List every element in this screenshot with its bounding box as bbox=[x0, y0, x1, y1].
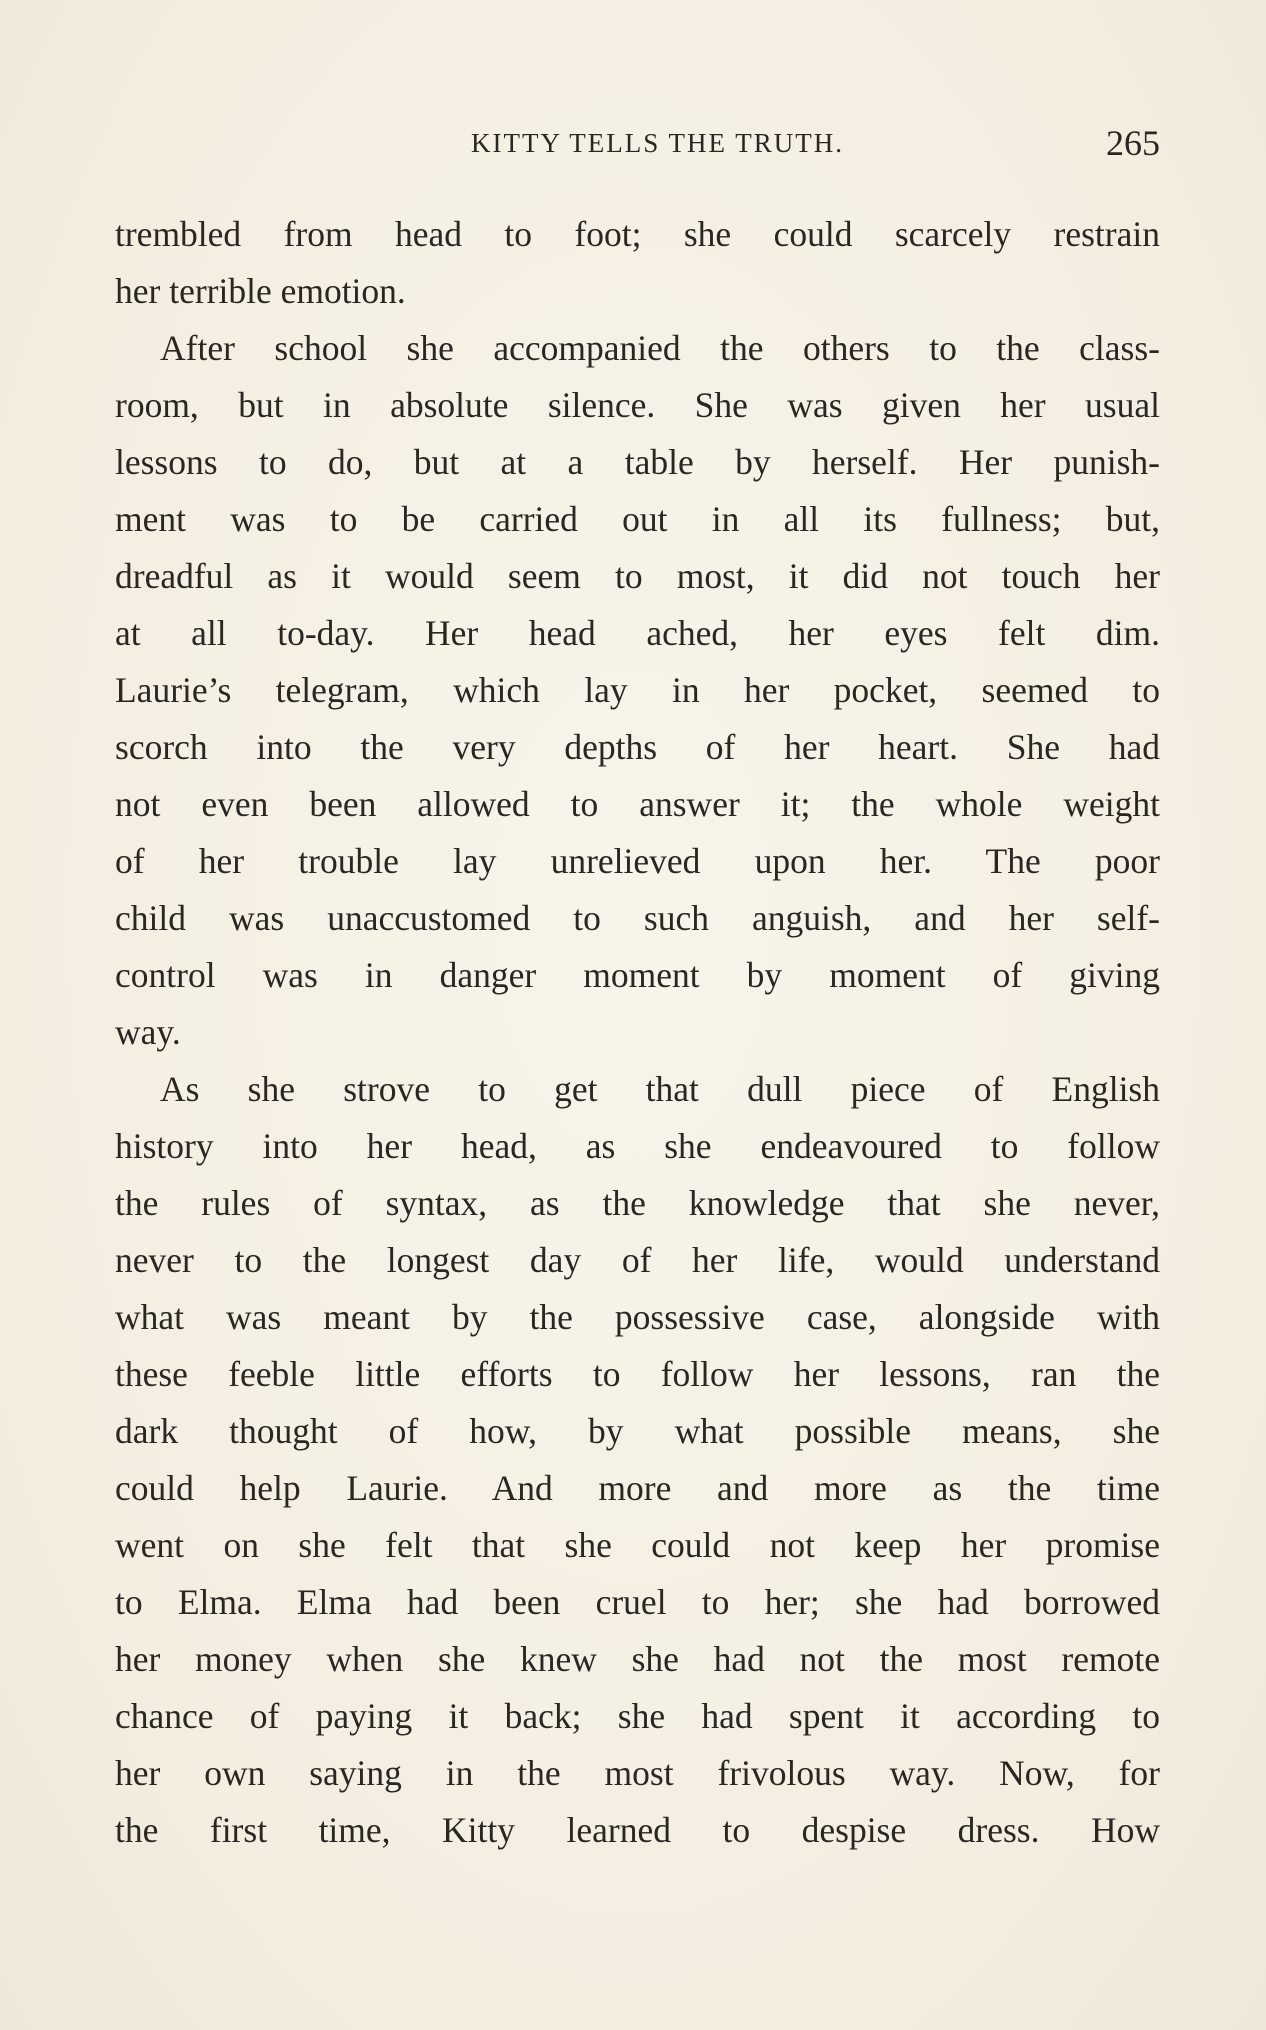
text-line: her own saying in the most frivolous way. Now, for bbox=[115, 1753, 1160, 1793]
body-text bbox=[115, 206, 1160, 1859]
text-line: not even been allowed to answer it; the whole weight bbox=[115, 784, 1160, 824]
text-line: room, but in absolute silence. She was given her usual bbox=[115, 385, 1160, 425]
running-title: KITTY TELLS THE TRUTH. bbox=[471, 128, 844, 158]
text-line: way. bbox=[115, 1012, 181, 1052]
text-line: After school she accompanied the others to the class- bbox=[160, 328, 1160, 368]
text-line: trembled from head to foot; she could scarcely restrain bbox=[115, 214, 1160, 254]
text-line: of her trouble lay unrelieved upon her. The poor bbox=[115, 841, 1160, 881]
text-line: could help Laurie. And more and more as the time bbox=[115, 1468, 1160, 1508]
text-line: the rules of syntax, as the knowledge that she never, bbox=[115, 1183, 1160, 1223]
text-line: Laurie’s telegram, which lay in her pocket, seemed to bbox=[115, 670, 1160, 710]
text-line: what was meant by the possessive case, alongside with bbox=[115, 1297, 1160, 1337]
text-line: the first time, Kitty learned to despise dress. How bbox=[115, 1810, 1160, 1850]
text-line: her money when she knew she had not the most remote bbox=[115, 1639, 1160, 1679]
page-number: 265 bbox=[1106, 123, 1160, 163]
text-line: to Elma. Elma had been cruel to her; she had borrowed bbox=[115, 1582, 1160, 1622]
text-line: ment was to be carried out in all its fullness; but, bbox=[115, 499, 1160, 539]
text-line: As she strove to get that dull piece of English bbox=[160, 1069, 1160, 1109]
text-line: her terrible emotion. bbox=[115, 271, 406, 311]
text-line: went on she felt that she could not keep her promise bbox=[115, 1525, 1160, 1565]
text-line: at all to-day. Her head ached, her eyes felt dim. bbox=[115, 613, 1160, 653]
text-line: dark thought of how, by what possible means, she bbox=[115, 1411, 1160, 1451]
text-line: scorch into the very depths of her heart. She had bbox=[115, 727, 1160, 767]
page-header bbox=[115, 122, 1160, 172]
text-line: lessons to do, but at a table by herself. Her punish- bbox=[115, 442, 1160, 482]
text-line: control was in danger moment by moment of giving bbox=[115, 955, 1160, 995]
text-line: dreadful as it would seem to most, it did not touch her bbox=[115, 556, 1160, 596]
text-line: these feeble little efforts to follow her lessons, ran the bbox=[115, 1354, 1160, 1394]
text-line: never to the longest day of her life, would understand bbox=[115, 1240, 1160, 1280]
text-line: child was unaccustomed to such anguish, and her self- bbox=[115, 898, 1160, 938]
text-line: history into her head, as she endeavoured to follow bbox=[115, 1126, 1160, 1166]
text-line: chance of paying it back; she had spent it according to bbox=[115, 1696, 1160, 1736]
